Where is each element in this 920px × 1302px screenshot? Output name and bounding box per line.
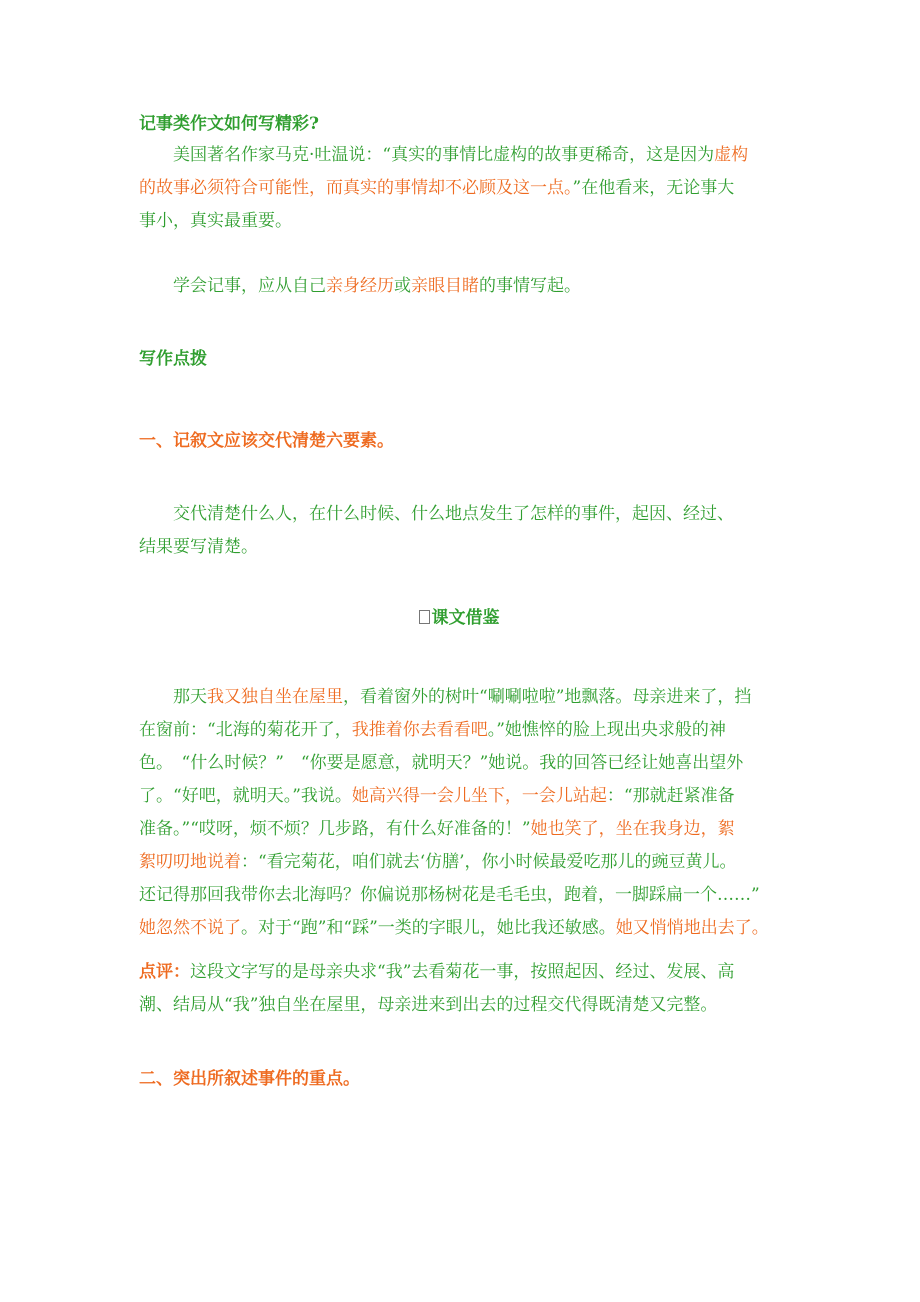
text-line [139, 912, 779, 945]
text-line [139, 270, 779, 303]
section-heading: 写作点拨 [139, 349, 207, 369]
text-segment: 事小，真实最重要。 [139, 211, 292, 231]
text-line [139, 747, 779, 780]
comment-text: 潮、结局从“我”独自坐在屋里，母亲进来到出去的过程交代得既清楚又完整。 [139, 995, 718, 1015]
text-segment: 学会记事，应从自己 [173, 276, 326, 296]
text-line [139, 681, 779, 714]
text-segment: 美国著名作家马克·吐温说：“真实的事情比虚构的故事更稀奇，这是因为 [173, 145, 715, 165]
text-segment: 交代清楚什么人，在什么时候、什么地点发生了怎样的事件，起因、经过、 [173, 504, 734, 524]
text-line [139, 879, 779, 912]
point1-heading: 一、记叙文应该交代清楚六要素。 [139, 431, 394, 451]
highlight-text: 我推着你去看看吧 [351, 720, 488, 740]
highlight-text: 她又悄悄地出去了。 [615, 918, 769, 938]
highlight-text: 她也笑了，坐在我身边，絮 [530, 819, 735, 839]
intro-quote-paragraph [139, 139, 779, 238]
comment-line [139, 989, 779, 1022]
text-segment: 色。 “什么时候？” “你要是愿意，就明天？”她说。我的回答已经让她喜出望外 [139, 753, 744, 773]
page-title: 记事类作文如何写精彩? [139, 114, 319, 134]
text-segment: ”在他看来，无论事大 [572, 178, 735, 198]
text-segment: ：“看完菊花，咱们就去‘仿膳’，你小时候最爱吃那儿的豌豆黄儿。 [241, 852, 737, 872]
highlight-text: 她忽然不说了 [139, 918, 241, 938]
highlight-text: 我又独自坐在屋里 [207, 687, 343, 707]
highlight-text: 亲眼目睹 [411, 276, 479, 296]
text-line [139, 139, 779, 172]
highlight-text: 她高兴得一会儿坐下，一会儿站起 [351, 786, 607, 806]
highlight-text: 絮叨叨地说着 [139, 852, 241, 872]
comment-label: 点评： [139, 962, 190, 982]
point2-heading: 二、突出所叙述事件的重点。 [139, 1069, 360, 1089]
learn-paragraph [139, 270, 779, 303]
excerpt-paragraph [139, 681, 779, 945]
text-segment: 或 [394, 276, 411, 296]
text-line [139, 172, 779, 205]
comment-line [139, 956, 779, 989]
text-segment: 准备。”“哎呀，烦不烦？几步路，有什么好准备的！” [139, 819, 531, 839]
example-heading [139, 602, 779, 635]
text-segment: 那天 [173, 687, 207, 707]
text-segment: 结果要写清楚。 [139, 537, 258, 557]
text-segment: 。”她憔悴的脸上现出央求般的神 [487, 720, 726, 740]
text-segment: 还记得那回我带你去北海吗？你偏说那杨树花是毛毛虫，跑着，一脚踩扁一个……” [139, 885, 760, 905]
text-segment: 在窗前：“北海的菊花开了， [139, 720, 352, 740]
text-segment: ：“那就赶紧准备 [606, 786, 735, 806]
comment-paragraph [139, 956, 779, 1022]
placeholder-box-icon [419, 610, 430, 624]
text-segment: 的事情写起。 [479, 276, 581, 296]
highlight-text: 虚构 [714, 145, 749, 165]
text-line [139, 531, 779, 564]
text-segment: 了。“好吧，就明天。”我说。 [139, 786, 352, 806]
text-line [139, 846, 779, 879]
highlight-text: 的故事必须符合可能性，而真实的事情却不必顾及这一点。 [139, 178, 573, 198]
comment-text: 这段文字写的是母亲央求“我”去看菊花一事，按照起因、经过、发展、高 [190, 962, 735, 982]
text-line [139, 498, 779, 531]
text-line [139, 205, 779, 238]
text-segment: 。对于“跑”和“踩”一类的字眼儿，她比我还敏感。 [241, 918, 616, 938]
point1-paragraph [139, 498, 779, 564]
text-line [139, 780, 779, 813]
text-line [139, 714, 779, 747]
text-segment: ，看着窗外的树叶“唰唰啦啦”地飘落。母亲进来了，挡 [343, 687, 752, 707]
text-line [139, 813, 779, 846]
example-heading-label: 课文借鉴 [431, 608, 500, 628]
highlight-text: 亲身经历 [326, 276, 394, 296]
